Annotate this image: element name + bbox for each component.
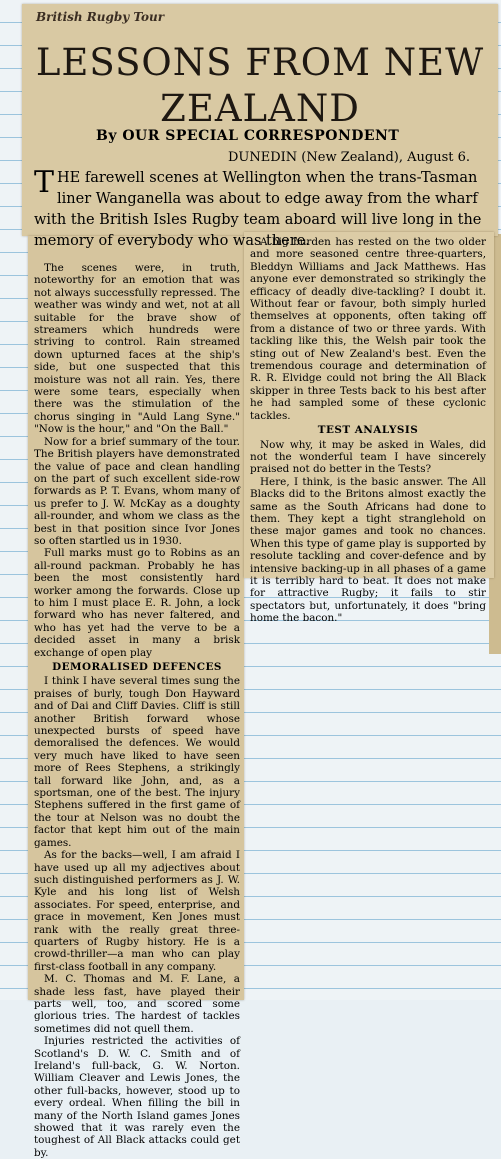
right-paragraph: Now why, it may be asked in Wales, did not the wonderful team I have sincerely praised not do better in the Tests? [250, 438, 486, 476]
byline: By OUR SPECIAL CORRESPONDENT [96, 128, 400, 144]
right-paragraph: Here, I think, is the basic answer. The All Blacks did to the Britons almost exactly the same as the South Africans had done to them. They kept a tight stranglehold on these major games and took no chances. When this type of game play is supported by resolute tackling and cover-defence and by intensive backing-up in all phases of a game it is terribly hard to beat. It does not make for attractive Rugby; it fails to stir spectators but, unfortunately, it does "bring home the bacon." [250, 475, 486, 625]
right-paragraph: A big burden has rested on the two older and more seasoned centre three-quarters, Bleddyn Williams and Jack Matthews. Has anyone ever demonstrated so strikingly the efficacy of deadly dive-tackling? I doubt it. Without fear or favour, both simply hurled themselves at opponents, often taking off from a distance of two or three yards. With tackling like this, the Welsh pair took the sting out of New Zealand's best. Even the tremendous courage and determination of R. R. Elvidge could not bring the All Black skipper in three Tests back to his best after he had sampled some of these cyclonic tackles. [250, 236, 486, 422]
section-kicker: British Rugby Tour [36, 10, 165, 24]
left-paragraph: M. C. Thomas and M. F. Lane, a shade less fast, have played their parts well, too, and scored some glorious tries. The hardest of tackles sometimes did not quell them. [34, 973, 240, 1035]
drop-cap: T [34, 165, 55, 200]
right-column [250, 236, 486, 625]
subheading-test-analysis: TEST ANALYSIS [317, 424, 419, 437]
left-paragraph: Now for a brief summary of the tour. The British players have demonstrated the value of pace and clean handling on the part of such excellent side-row forwards as P. T. Evans, whom many of us prefer to J. W. McKay as a doughty all-rounder, and whom we class as the best in that position since Ivor Jones so often startled us in 1930. [34, 435, 240, 547]
left-paragraph: The scenes were, in truth, noteworthy for an emotion that was not always successfully repressed. The weather was windy and wet, not at all suitable for the brave show of streamers which hundreds were striving to control. Rain streamed down upturned faces at the ship's side, but one suspected that this moisture was not all rain. Yes, there were some tears, especially when there was the stimulation of the chorus singing in "Auld Lang Syne." "Now is the hour," and "On the Ball." [34, 262, 240, 436]
lede-text: HE farewell scenes at Wellington when the trans-Tasman liner Wanganella was about to edge away from the wharf with the British Isles Rugby team aboard will live long in the memory of everybody who was there. [34, 170, 482, 249]
subheading-demoralised-defences: DEMORALISED DEFENCES [52, 661, 222, 673]
left-paragraph: Injuries restricted the activities of Scotland's D. W. C. Smith and of Ireland's full-back, G. W. Norton. William Cleaver and Lewis Jones, the other full-backs, however, stood up to every ordeal. When filling the bill in many of the North Island games Jones showed that it was rarely even the toughest of All Black attacks could get by. [34, 1035, 240, 1159]
headline: LESSONS FROM NEW ZEALAND [35, 41, 485, 130]
left-paragraph: As for the backs—well, I am afraid I have used up all my adjectives about such distinguished performers as J. W. Kyle and his long list of Welsh associates. For speed, enterprise, and grace in movement, Ken Jones must rank with the really great three-quarters of Rugby history. He is a crowd-thriller—a man who can play first-class football in any company. [34, 849, 240, 973]
left-paragraph: Full marks must go to Robins as an all-round packman. Probably he has been the most consistently hard worker among the forwards. Close up to him I must place E. R. John, a lock forward who has never faltered, and who has yet had the verve to be a decided asset in many a brisk exchange of open play [34, 547, 240, 659]
left-column [34, 262, 240, 1159]
dateline: DUNEDIN (New Zealand), August 6. [228, 150, 471, 165]
left-paragraph: I think I have several times sung the praises of burly, tough Don Hayward and of Dai and Cliff Davies. Cliff is still another British forward whose unexpected bursts of speed have demoralised the defences. We would very much have liked to have seen more of Rees Stephens, a strikingly tall forward like John, and, as a sportsman, one of the best. The injury Stephens suffered in the first game of the tour at Nelson was no doubt the factor that kept him out of the main games. [34, 675, 240, 849]
